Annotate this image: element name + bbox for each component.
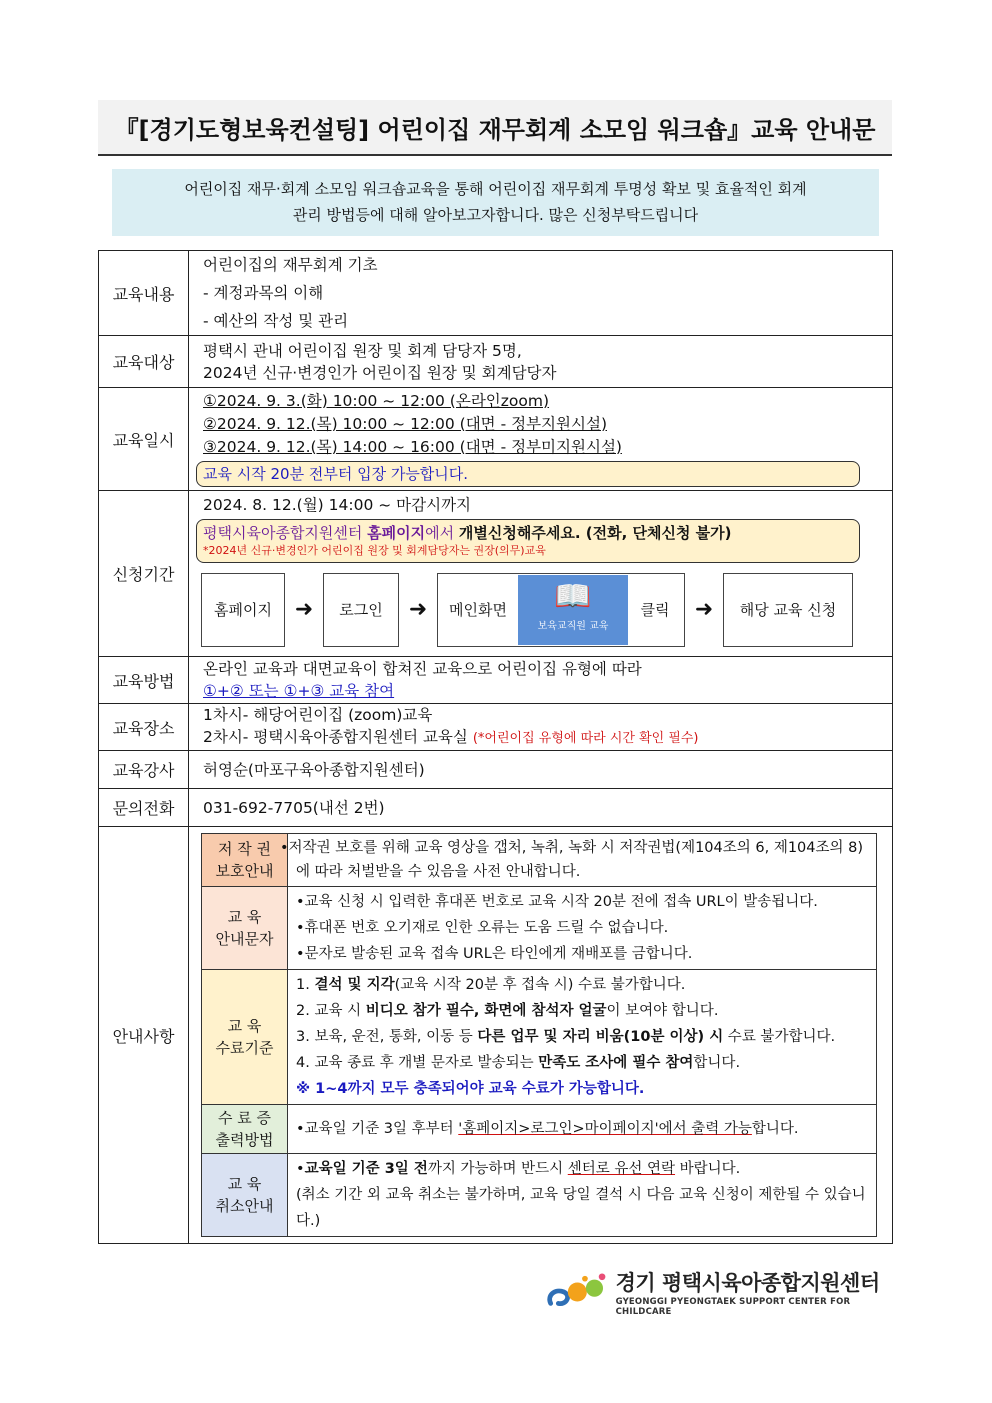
row-label: 교육강사 — [99, 751, 189, 789]
page-title: 『[경기도형보육컨설팅] 어린이집 재무회계 소모임 워크숍』교육 안내문 — [114, 115, 876, 144]
target-line: 2024년 신규·변경인가 어린이집 원장 및 회계담당자 — [203, 363, 557, 382]
step-main-label: 메인화면 — [449, 600, 507, 619]
note-label-line: 출력방법 — [215, 1131, 274, 1149]
completion-summary: ※ 1~4까지 모두 충족되어야 교육 수료가 가능합니다. — [296, 1081, 645, 1097]
step-login: 로그인 — [323, 573, 399, 647]
completion-line: 1. 결석 및 지각(교육 시작 20분 후 접속 시) 수료 불가합니다. — [296, 977, 686, 993]
note-label-line: 안내문자 — [215, 930, 274, 948]
intro-box — [112, 169, 879, 236]
banner-label: 보육교직원 교육 — [537, 620, 609, 632]
note-cancel — [202, 1154, 877, 1237]
row-lecturer — [99, 751, 893, 789]
book-icon: 📖 — [554, 578, 592, 614]
note-label — [202, 834, 288, 887]
target-line: 평택시 관내 어린이집 원장 및 회계 담당자 5명, — [203, 341, 522, 360]
content-line: - 예산의 작성 및 관리 — [203, 312, 349, 330]
place-line: 1차시- 해당어린이집 (zoom)교육 — [203, 706, 433, 724]
footer-logo — [545, 1268, 895, 1316]
notice-homepage: 홈페이지 — [367, 523, 426, 542]
education-banner — [518, 575, 628, 645]
note-text: •저작권 보호를 위해 교육 영상을 갭처, 녹취, 녹화 시 저작권법(제104조의 6, 제104조의 8)에 따라 처벌받을 수 있음을 사전 안내합니다. — [288, 834, 877, 887]
note-text: •문자로 발송된 교육 접속 URL은 타인에게 재배포를 금합니다. — [296, 946, 693, 962]
note-text: •교육일 기준 3일 후부터 '홈페이지>로그인>마이페이지'에서 출력 가능합니다. — [288, 1105, 877, 1154]
note-label-line: 수료기준 — [215, 1039, 274, 1057]
method-line: 온라인 교육과 대면교육이 합쳐진 교육으로 어린이집 유형에 따라 — [203, 660, 642, 678]
place-text: 2차시- 평택시육아종합지원센터 교육실 — [203, 728, 468, 746]
place-line-2 — [203, 726, 878, 750]
arrow-icon: ➜ — [694, 596, 714, 622]
notes-table — [201, 833, 877, 1237]
notice-text: 해주세요. (전화, 단체신청 불가) — [516, 523, 732, 542]
note-label-line: 취소안내 — [215, 1197, 274, 1215]
step-main — [437, 573, 685, 647]
row-place — [99, 704, 893, 751]
lecturer-value: 허영순(마포구육아종합지원센터) — [189, 751, 893, 789]
apply-period: 2024. 8. 12.(월) 14:00 ~ 마감시까지 — [203, 495, 472, 514]
center-logo-icon — [545, 1270, 612, 1314]
cancel-text: (취소 기간 외 교육 취소는 불가하며, 교육 당일 결석 시 다음 교육 신청이 제한될 수 있습니다.) — [296, 1187, 866, 1229]
center-name-english: GYEONGGI PYEONGTAEK SUPPORT CENTER FOR CHILDCARE — [615, 1297, 851, 1317]
schedule-line: ②2024. 9. 12.(목) 10:00 ~ 12:00 (대면 - 정부지원시설) — [203, 414, 607, 433]
phone-value: 031-692-7705(내선 2번) — [189, 789, 893, 827]
row-method — [99, 657, 893, 704]
note-copyright — [202, 834, 877, 887]
step-click-label: 클릭 — [640, 600, 670, 619]
note-label-line: 교 육 — [227, 1175, 262, 1193]
notice-text: 평택시육아종합지원센터 — [203, 523, 368, 542]
row-label: 교육대상 — [99, 336, 189, 388]
note-label-line: 수 료 증 — [217, 1109, 271, 1127]
note-label — [202, 970, 288, 1105]
row-label: 교육방법 — [99, 657, 189, 704]
row-apply — [99, 491, 893, 657]
info-table — [98, 250, 893, 1244]
note-completion — [202, 970, 877, 1105]
title-banner — [98, 100, 892, 156]
note-certificate — [202, 1105, 877, 1154]
completion-line: 4. 교육 종료 후 개별 문자로 발송되는 만족도 조사에 필수 참여합니다. — [296, 1055, 741, 1071]
row-label: 교육내용 — [99, 251, 189, 336]
row-label: 안내사항 — [99, 827, 189, 1244]
note-label-line: 저 작 권 — [217, 840, 271, 858]
note-label-line: 교 육 — [227, 1017, 262, 1035]
arrow-icon: ➜ — [294, 596, 314, 622]
row-label: 교육일시 — [99, 388, 189, 491]
note-label — [202, 887, 288, 970]
step-apply: 해당 교육 신청 — [723, 573, 853, 647]
method-line: ①+② 또는 ①+③ 교육 참여 — [203, 682, 395, 700]
completion-line: 3. 보육, 운전, 통화, 이동 등 다른 업무 및 자리 비움(10분 이상) 시 수료 불가합니다. — [296, 1029, 836, 1045]
arrow-icon: ➜ — [408, 596, 428, 622]
completion-line: 2. 교육 시 비디오 참가 필수, 화면에 참석자 얼굴이 보여야 합니다. — [296, 1003, 719, 1019]
row-target — [99, 336, 893, 388]
content-line: - 계정과목의 이해 — [203, 284, 324, 302]
note-label — [202, 1105, 288, 1154]
apply-notice — [196, 519, 860, 563]
notice-text: 에서 — [425, 523, 459, 542]
apply-steps — [201, 573, 878, 647]
row-phone — [99, 789, 893, 827]
note-label — [202, 1154, 288, 1237]
row-guide — [99, 827, 893, 1244]
note-label-line: 교 육 — [227, 908, 262, 926]
place-note: (*어린이집 유형에 따라 시간 확인 필수) — [472, 731, 699, 746]
intro-line: 어린이집 재무·회계 소모임 워크숍교육을 통해 어린이집 재무회계 투명성 확보 및 효율적인 회계 — [184, 180, 807, 198]
center-name: 경기 평택시육아종합지원센터 — [615, 1271, 880, 1295]
row-label: 문의전화 — [99, 789, 189, 827]
row-schedule — [99, 388, 893, 491]
intro-line: 관리 방법등에 대해 알아보고자합니다. 많은 신청부탁드립니다 — [292, 206, 699, 224]
step-homepage: 홈페이지 — [201, 573, 285, 647]
schedule-note: 교육 시작 20분 전부터 입장 가능합니다. — [196, 461, 860, 487]
schedule-line: ①2024. 9. 3.(화) 10:00 ~ 12:00 (온라인zoom) — [203, 391, 550, 410]
note-text: •휴대폰 번호 오기재로 인한 오류는 도움 드릴 수 없습니다. — [296, 920, 669, 936]
content-line: 어린이집의 재무회계 기초 — [203, 256, 378, 274]
note-label-line: 보호안내 — [215, 862, 274, 880]
schedule-line: ③2024. 9. 12.(목) 14:00 ~ 16:00 (대면 - 정부미지원시설) — [203, 437, 622, 456]
notice-sub: *2024년 신규·변경인가 어린이집 원장 및 회계담당자는 권장(의무)교육 — [203, 543, 546, 557]
row-content — [99, 251, 893, 336]
row-label: 신청기간 — [99, 491, 189, 657]
notice-individual: 개별신청 — [458, 523, 517, 542]
note-text: •교육 신청 시 입력한 휴대폰 번호로 교육 시작 20분 전에 접속 URL이 발송됩니다. — [296, 894, 818, 910]
note-sms — [202, 887, 877, 970]
note-text: •교육일 기준 3일 전까지 가능하며 반드시 센터로 유선 연락 바랍니다. (취소 기간 외 교육 취소는 불가하며, 교육 당일 결석 시 다음 교육 신청이 제한될 수 있습니다.) — [288, 1154, 877, 1237]
row-label: 교육장소 — [99, 704, 189, 751]
